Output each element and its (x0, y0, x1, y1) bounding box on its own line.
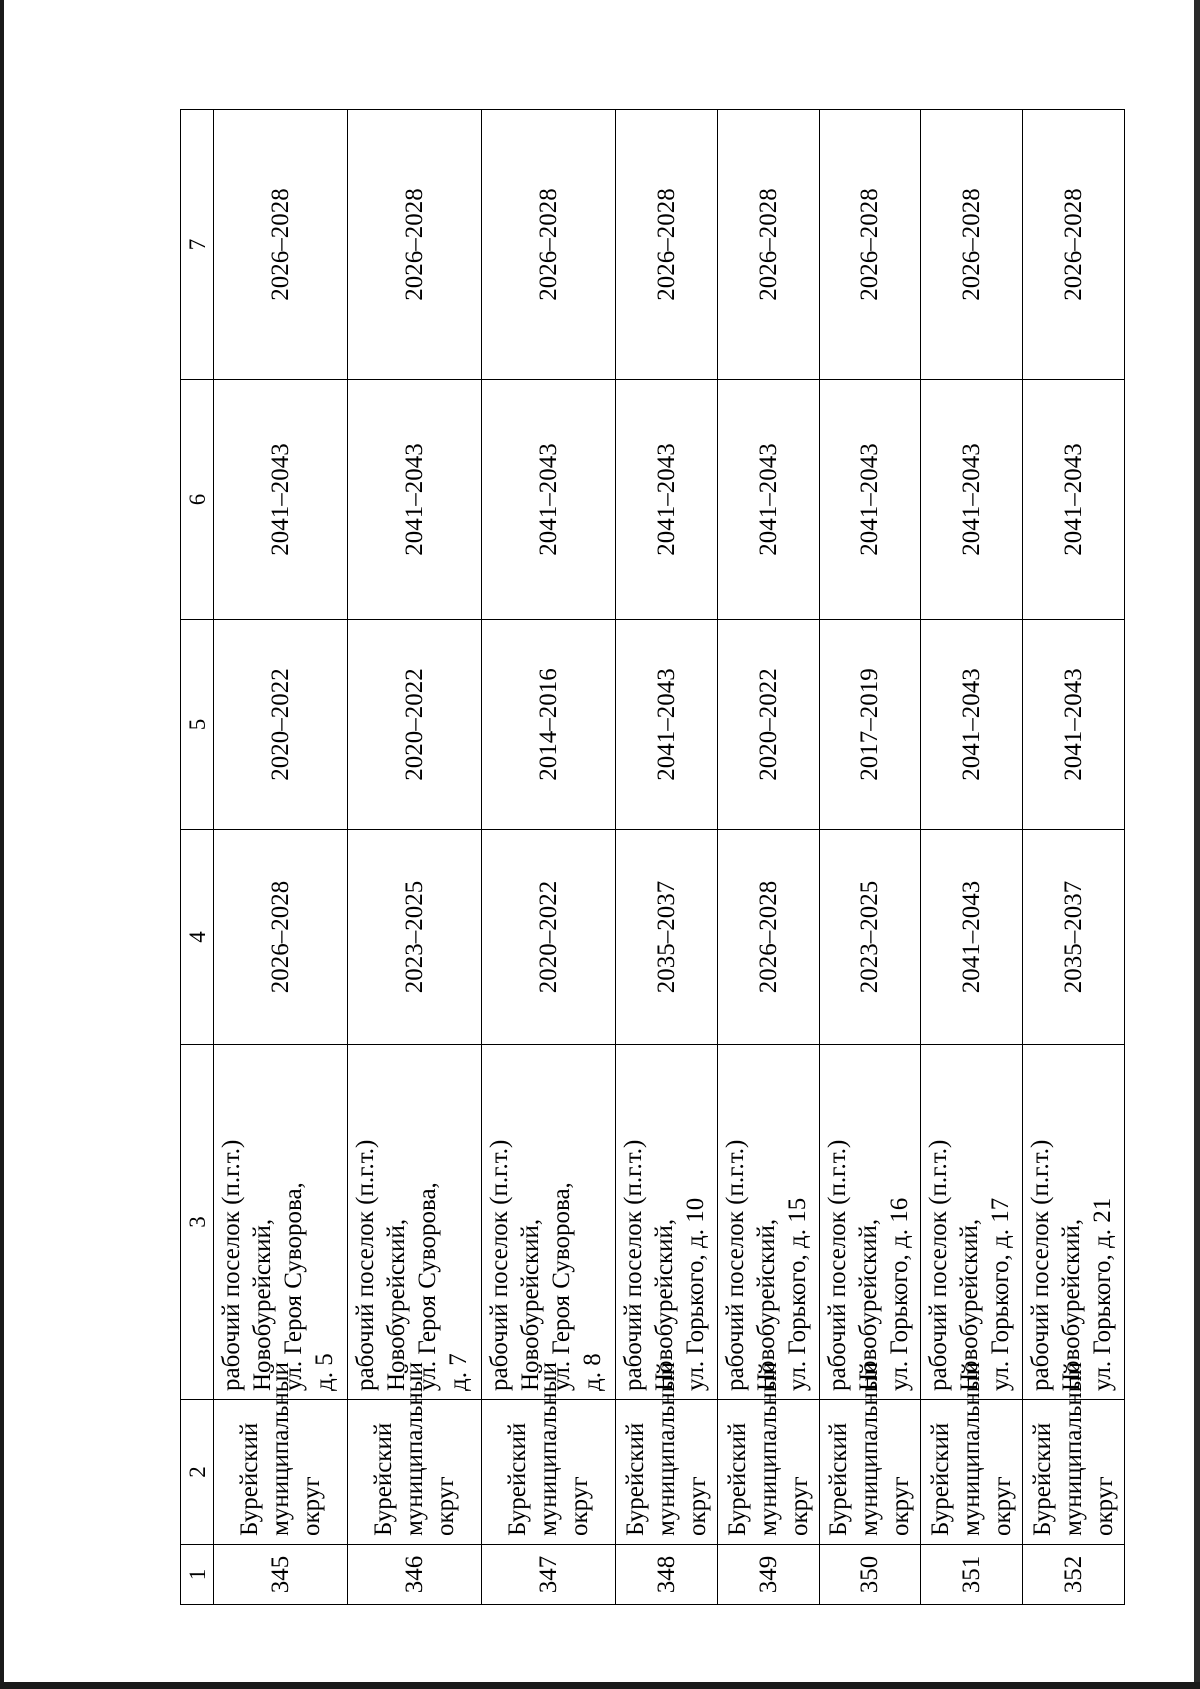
row-number-cell: 345 (214, 1545, 348, 1605)
district-cell (819, 1362, 921, 1545)
address-cell (1023, 1045, 1125, 1400)
column-number-4: 4 (181, 830, 214, 1045)
address-line: Новобурейский, (249, 1218, 276, 1391)
address-cell (717, 1045, 819, 1400)
row-number-cell: 350 (819, 1545, 921, 1605)
address-cell (616, 1045, 718, 1400)
column-number-5: 5 (181, 620, 214, 830)
table-row (717, 110, 819, 1605)
period-cell-col4: 2035–2037 (1023, 830, 1125, 1045)
table-row (214, 110, 348, 1605)
column-number-3: 3 (181, 1045, 214, 1400)
district-line: округ (683, 1476, 711, 1536)
period-cell-col7: 2026–2028 (717, 110, 819, 380)
district-cell (717, 1362, 819, 1545)
address-cell (214, 1045, 348, 1400)
period-cell-col7: 2026–2028 (482, 110, 616, 380)
scan-edge-left (0, 0, 4, 1689)
column-number-7: 7 (181, 110, 214, 380)
district-line: Бурейский (370, 1422, 397, 1536)
row-number-cell: 352 (1023, 1545, 1125, 1605)
address-line: рабочий поселок (п.г.т.) (721, 1139, 749, 1391)
period-cell-col4: 2023–2025 (819, 830, 921, 1045)
period-cell-col6: 2041–2043 (717, 380, 819, 620)
district-line: Бурейский (1029, 1422, 1057, 1536)
address-line: Новобурейский, (383, 1218, 410, 1391)
address-line: рабочий поселок (п.г.т.) (925, 1139, 953, 1391)
address-line: ул. Горького, д. 17 (987, 1197, 1015, 1391)
table-row (348, 110, 482, 1605)
table-row (819, 110, 921, 1605)
address-line: д. 7 (445, 1353, 472, 1391)
period-cell-col5: 2041–2043 (616, 620, 718, 830)
district-line: округ (1091, 1476, 1119, 1536)
row-number-cell: 349 (717, 1545, 819, 1605)
district-line: муниципальный (958, 1362, 986, 1536)
district-line: муниципальный (652, 1362, 680, 1536)
period-cell-col6: 2041–2043 (1023, 380, 1125, 620)
period-cell-col7: 2026–2028 (214, 110, 348, 380)
district-line: округ (298, 1476, 325, 1536)
address-line: ул. Горького, д. 15 (783, 1197, 811, 1391)
address-line: ул. Горького, д. 21 (1089, 1197, 1117, 1391)
period-cell-col4: 2023–2025 (348, 830, 482, 1045)
row-number-cell: 346 (348, 1545, 482, 1605)
table-row (921, 110, 1023, 1605)
address-line: д. 8 (579, 1353, 606, 1391)
address-line: Новобурейский, (651, 1218, 678, 1391)
district-line: Бурейский (825, 1422, 853, 1536)
district-line: округ (432, 1476, 459, 1536)
data-table (180, 109, 1125, 1605)
district-cell (1023, 1362, 1125, 1545)
district-line: округ (566, 1476, 593, 1536)
period-cell-col6: 2041–2043 (819, 380, 921, 620)
row-number-cell: 347 (482, 1545, 616, 1605)
period-cell-col6: 2041–2043 (348, 380, 482, 620)
period-cell-col5: 2041–2043 (921, 620, 1023, 830)
table-row (1023, 110, 1125, 1605)
column-number-6: 6 (181, 380, 214, 620)
scan-edge-bottom (0, 1682, 1200, 1689)
period-cell-col4: 2026–2028 (717, 830, 819, 1045)
period-cell-col7: 2026–2028 (819, 110, 921, 380)
district-line: муниципальный (267, 1362, 294, 1536)
table-row (482, 110, 616, 1605)
period-cell-col4: 2026–2028 (214, 830, 348, 1045)
address-cell (819, 1045, 921, 1400)
address-cell (482, 1045, 616, 1400)
address-line: д. 5 (311, 1353, 338, 1391)
period-cell-col5: 2014–2016 (482, 620, 616, 830)
period-cell-col7: 2026–2028 (1023, 110, 1125, 380)
period-cell-col7: 2026–2028 (348, 110, 482, 380)
district-line: Бурейский (621, 1422, 649, 1536)
period-cell-col4: 2041–2043 (921, 830, 1023, 1045)
address-line: рабочий поселок (п.г.т.) (218, 1139, 245, 1391)
district-cell (921, 1362, 1023, 1545)
period-cell-col7: 2026–2028 (921, 110, 1023, 380)
column-number-row (181, 110, 214, 1605)
period-cell-col5: 2020–2022 (348, 620, 482, 830)
row-number-cell: 351 (921, 1545, 1023, 1605)
address-cell (921, 1045, 1023, 1400)
address-line: рабочий поселок (п.г.т.) (486, 1139, 513, 1391)
district-line: округ (989, 1476, 1017, 1536)
period-cell-col6: 2041–2043 (482, 380, 616, 620)
scan-edge-right (1194, 0, 1200, 1689)
rotated-table-container (180, 110, 1125, 1605)
district-line: Бурейский (236, 1422, 263, 1536)
address-cell (348, 1045, 482, 1400)
address-line: рабочий поселок (п.г.т.) (352, 1139, 379, 1391)
address-line: Новобурейский, (956, 1218, 984, 1391)
address-line: ул. Героя Суворова, (414, 1182, 441, 1391)
period-cell-col5: 2020–2022 (214, 620, 348, 830)
period-cell-col4: 2035–2037 (616, 830, 718, 1045)
row-number-cell: 348 (616, 1545, 718, 1605)
address-line: рабочий поселок (п.г.т.) (1027, 1139, 1055, 1391)
column-number-2: 2 (181, 1400, 214, 1545)
period-cell-col6: 2041–2043 (921, 380, 1023, 620)
table-row (616, 110, 718, 1605)
column-number-1: 1 (181, 1545, 214, 1605)
address-line: ул. Горького, д. 10 (682, 1197, 709, 1391)
period-cell-col5: 2017–2019 (819, 620, 921, 830)
period-cell-col5: 2041–2043 (1023, 620, 1125, 830)
district-line: муниципальный (535, 1362, 562, 1536)
district-line: Бурейский (504, 1422, 531, 1536)
address-line: рабочий поселок (п.г.т.) (620, 1139, 647, 1391)
district-line: округ (887, 1476, 915, 1536)
address-line: ул. Героя Суворова, (548, 1182, 575, 1391)
address-line: Новобурейский, (517, 1218, 544, 1391)
period-cell-col6: 2041–2043 (616, 380, 718, 620)
address-line: Новобурейский, (752, 1218, 780, 1391)
address-line: Новобурейский, (1058, 1218, 1086, 1391)
district-line: округ (785, 1476, 813, 1536)
address-line: рабочий поселок (п.г.т.) (823, 1139, 851, 1391)
district-line: Бурейский (927, 1422, 955, 1536)
period-cell-col7: 2026–2028 (616, 110, 718, 380)
address-line: Новобурейский, (854, 1218, 882, 1391)
district-line: Бурейский (723, 1422, 751, 1536)
district-line: муниципальный (1060, 1362, 1088, 1536)
district-line: муниципальный (401, 1362, 428, 1536)
district-cell (616, 1362, 718, 1545)
district-line: муниципальный (754, 1362, 782, 1536)
period-cell-col5: 2020–2022 (717, 620, 819, 830)
address-line: ул. Горького, д. 16 (885, 1197, 913, 1391)
address-line: ул. Героя Суворова, (280, 1182, 307, 1391)
period-cell-col4: 2020–2022 (482, 830, 616, 1045)
district-line: муниципальный (856, 1362, 884, 1536)
period-cell-col6: 2041–2043 (214, 380, 348, 620)
